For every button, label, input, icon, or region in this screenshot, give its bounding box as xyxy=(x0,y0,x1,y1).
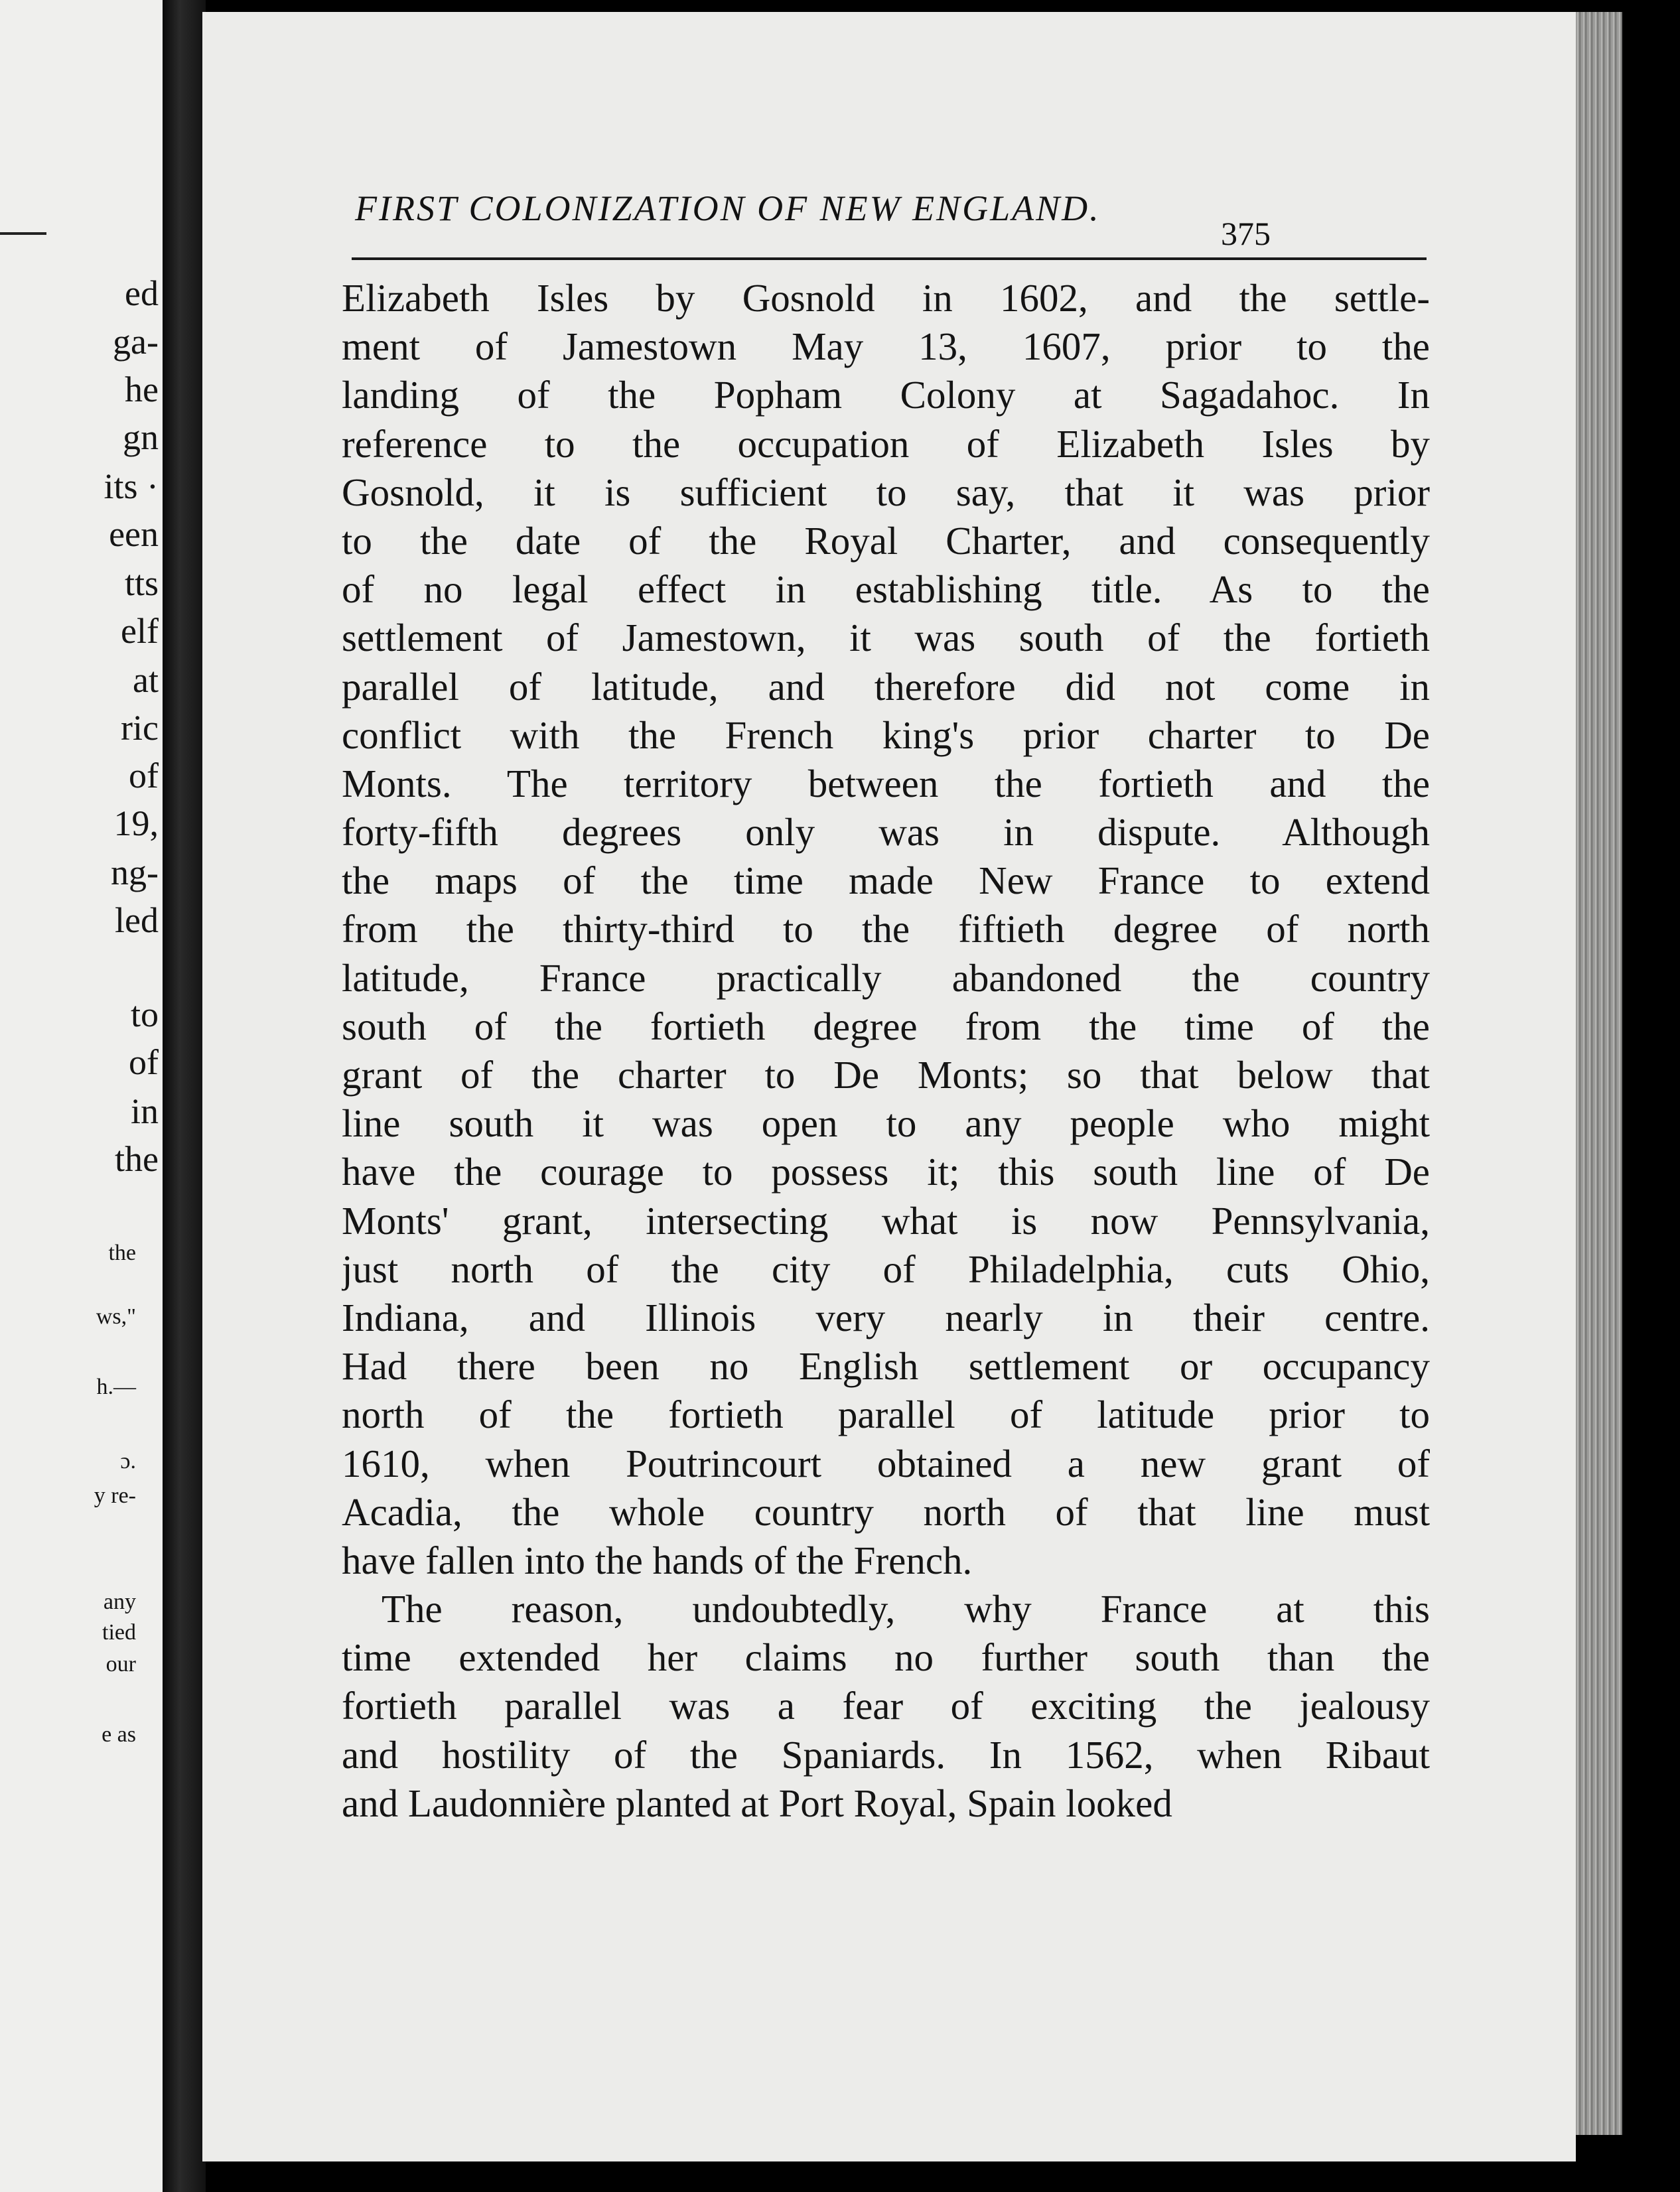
left-page-rule xyxy=(0,232,46,235)
left-page-fragment: he xyxy=(125,370,159,409)
left-page-fragment: led xyxy=(115,900,159,940)
text-line: The reason, undoubtedly, why France at this xyxy=(382,1587,1430,1631)
page-edges-shadow xyxy=(1622,20,1680,2192)
book-gutter xyxy=(163,0,206,2192)
left-page-fragment: in xyxy=(130,1091,159,1131)
left-page-fragment: to xyxy=(130,994,159,1034)
text-line: time extended her claims no further south than the xyxy=(342,1635,1430,1680)
left-page-fragment: elf xyxy=(121,611,159,651)
left-page-fragment: ng- xyxy=(111,853,159,892)
text-line: landing of the Popham Colony at Sagadahoc. In xyxy=(342,373,1430,417)
page-edges xyxy=(1576,12,1622,2135)
text-line: of no legal effect in establishing title. As to the xyxy=(342,567,1430,612)
left-page-fragment: the xyxy=(108,1241,136,1265)
text-line: parallel of latitude, and therefore did not come in xyxy=(342,664,1430,709)
text-line: south of the fortieth degree from the time of the xyxy=(342,1004,1430,1048)
text-line: latitude, France practically abandoned the country xyxy=(342,955,1430,1000)
left-page-fragment: y re- xyxy=(94,1483,136,1508)
running-head: FIRST COLONIZATION OF NEW ENGLAND. xyxy=(355,188,1101,228)
text-line: and Laudonnière planted at Port Royal, Spain looked xyxy=(342,1781,1172,1825)
text-line: ment of Jamestown May 13, 1607, prior to the xyxy=(342,324,1430,369)
left-page-fragment: ws," xyxy=(96,1304,136,1329)
text-line: conflict with the French king's prior charter to De xyxy=(342,713,1430,757)
left-page-fragment: tied xyxy=(102,1620,136,1645)
text-line: Gosnold, it is sufficient to say, that it was prior xyxy=(342,470,1430,514)
left-page-fragment: its · xyxy=(104,466,159,506)
text-line: and hostility of the Spaniards. In 1562, when Ribaut xyxy=(342,1732,1430,1777)
left-page-fragment: of xyxy=(129,756,159,795)
text-line: have the courage to possess it; this south line of De xyxy=(342,1150,1430,1194)
text-line: from the thirty-third to the fiftieth degree of north xyxy=(342,907,1430,951)
left-page-fragment: ric xyxy=(121,708,159,748)
text-line: settlement of Jamestown, it was south of the fortieth xyxy=(342,616,1430,660)
header-rule xyxy=(352,257,1427,260)
left-page-fragment: at xyxy=(133,660,159,700)
text-line: Elizabeth Isles by Gosnold in 1602, and the settle- xyxy=(342,276,1430,320)
left-page xyxy=(0,0,163,2192)
left-page-fragment: ed xyxy=(125,273,159,313)
left-page-fragment: ga- xyxy=(113,322,159,362)
text-line: the maps of the time made New France to extend xyxy=(342,858,1430,903)
text-line: fortieth parallel was a fear of exciting the jealousy xyxy=(342,1684,1430,1728)
text-line: Acadia, the whole country north of that line must xyxy=(342,1489,1430,1534)
text-line: north of the fortieth parallel of latitude prior to xyxy=(342,1393,1430,1437)
text-line: line south it was open to any people who might xyxy=(342,1101,1430,1146)
left-page-fragment: gn xyxy=(123,417,159,457)
text-line: to the date of the Royal Charter, and consequently xyxy=(342,518,1430,563)
left-page-fragment: e as xyxy=(102,1722,136,1747)
text-line: reference to the occupation of Elizabeth Isles by xyxy=(342,421,1430,466)
right-page xyxy=(202,12,1576,2161)
left-page-fragment: of xyxy=(129,1042,159,1082)
left-page-fragment: our xyxy=(105,1652,136,1677)
text-line: Monts' grant, intersecting what is now Pennsylvania, xyxy=(342,1198,1430,1243)
text-line: Indiana, and Illinois very nearly in their centre. xyxy=(342,1295,1430,1339)
text-line: forty-fifth degrees only was in dispute. Although xyxy=(342,810,1430,855)
left-page-fragment: een xyxy=(109,514,159,554)
left-page-fragment: 19, xyxy=(113,803,159,843)
left-page-fragment: tts xyxy=(124,563,159,603)
text-line: just north of the city of Philadelphia, cuts Ohio, xyxy=(342,1247,1430,1291)
text-line: 1610, when Poutrincourt obtained a new grant of xyxy=(342,1441,1430,1485)
text-line: Monts. The territory between the fortieth and the xyxy=(342,761,1430,805)
text-line: Had there been no English settlement or occupancy xyxy=(342,1344,1430,1389)
page-number: 375 xyxy=(1221,215,1271,252)
left-page-fragment: any xyxy=(103,1590,136,1614)
text-line: have fallen into the hands of the French. xyxy=(342,1538,973,1582)
left-page-fragment: ɔ. xyxy=(120,1449,136,1473)
left-page-fragment: h.— xyxy=(96,1375,136,1399)
body-text xyxy=(342,274,1430,1828)
left-page-fragment: the xyxy=(115,1139,159,1179)
text-line: grant of the charter to De Monts; so that below that xyxy=(342,1053,1430,1097)
